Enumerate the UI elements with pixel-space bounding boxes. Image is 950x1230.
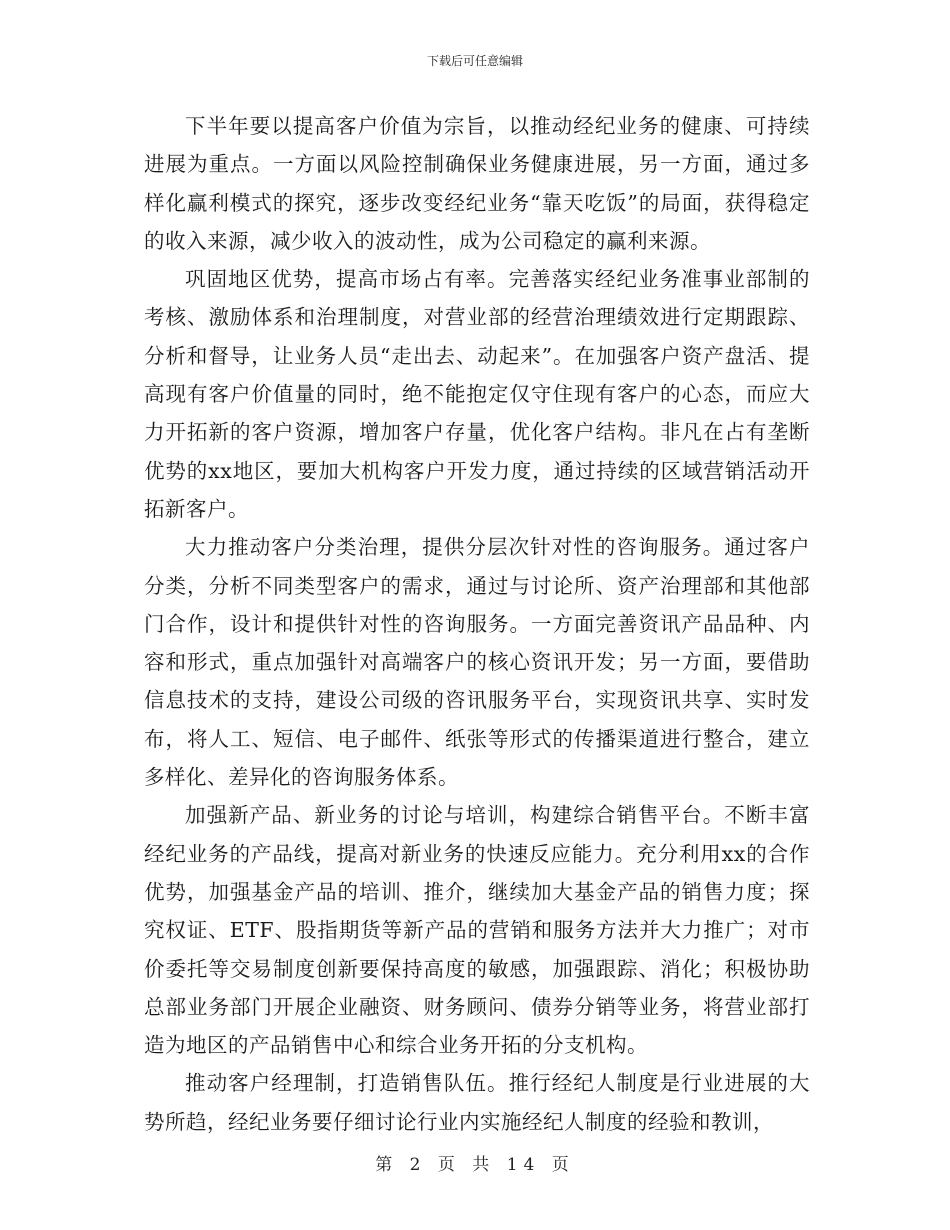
page-footer: 第 2 页 共 14 页: [375, 1155, 575, 1175]
paragraph-4: 加强新产品、新业务的讨论与培训，构建综合销售平台。不断丰富经纪业务的产品线，提高对新业务的快速反应能力。充分利用xx的合作优势，加强基金产品的培训、推介，继续加大基金产品的销售力度；探究权证、ETF、股指期货等新产品的营销和服务方法并大力推广；对市价委托等交易制度创新要保持高度的敏感，加强跟踪、消化；积极协助总部业务部门开展企业融资、财务顾问、债券分销等业务，将营业部打造为地区的产品销售中心和综合业务开拓的分支机构。: [144, 803, 810, 1058]
paragraph-1: 下半年要以提高客户价值为宗旨，以推动经纪业务的健康、可持续进展为重点。一方面以风险控制确保业务健康进展，另一方面，通过多样化赢利模式的探究，逐步改变经纪业务“靠天吃饭”的局面，获得稳定的收入来源，减少收入的波动性，成为公司稳定的赢利来源。: [144, 114, 810, 253]
document-body: [144, 107, 810, 1141]
page-header: 下载后可任意编辑: [426, 54, 523, 68]
paragraph-2: 巩固地区优势，提高市场占有率。完善落实经纪业务准事业部制的考核、激励体系和治理制度，对营业部的经营治理绩效进行定期跟踪、分析和督导，让业务人员“走出去、动起来”。在加强客户资产盘活、提高现有客户价值量的同时，绝不能抱定仅守住现有客户的心态，而应大力开拓新的客户资源，增加客户存量，优化客户结构。非凡在占有垄断优势的xx地区，要加大机构客户开发力度，通过持续的区域营销活动开拓新客户。: [144, 267, 810, 521]
paragraph-3: 大力推动客户分类治理，提供分层次针对性的咨询服务。通过客户分类，分析不同类型客户的需求，通过与讨论所、资产治理部和其他部门合作，设计和提供针对性的咨询服务。一方面完善资讯产品品种、内容和形式，重点加强针对高端客户的核心资讯开发；另一方面，要借助信息技术的支持，建设公司级的咨讯服务平台，实现资讯共享、实时发布，将人工、短信、电子邮件、纸张等形式的传播渠道进行整合，建立多样化、差异化的咨询服务体系。: [144, 535, 810, 790]
paragraph-5: 推动客户经理制，打造销售队伍。推行经纪人制度是行业进展的大势所趋，经纪业务要仔细讨论行业内实施经纪人制度的经验和教训，: [144, 1071, 810, 1134]
